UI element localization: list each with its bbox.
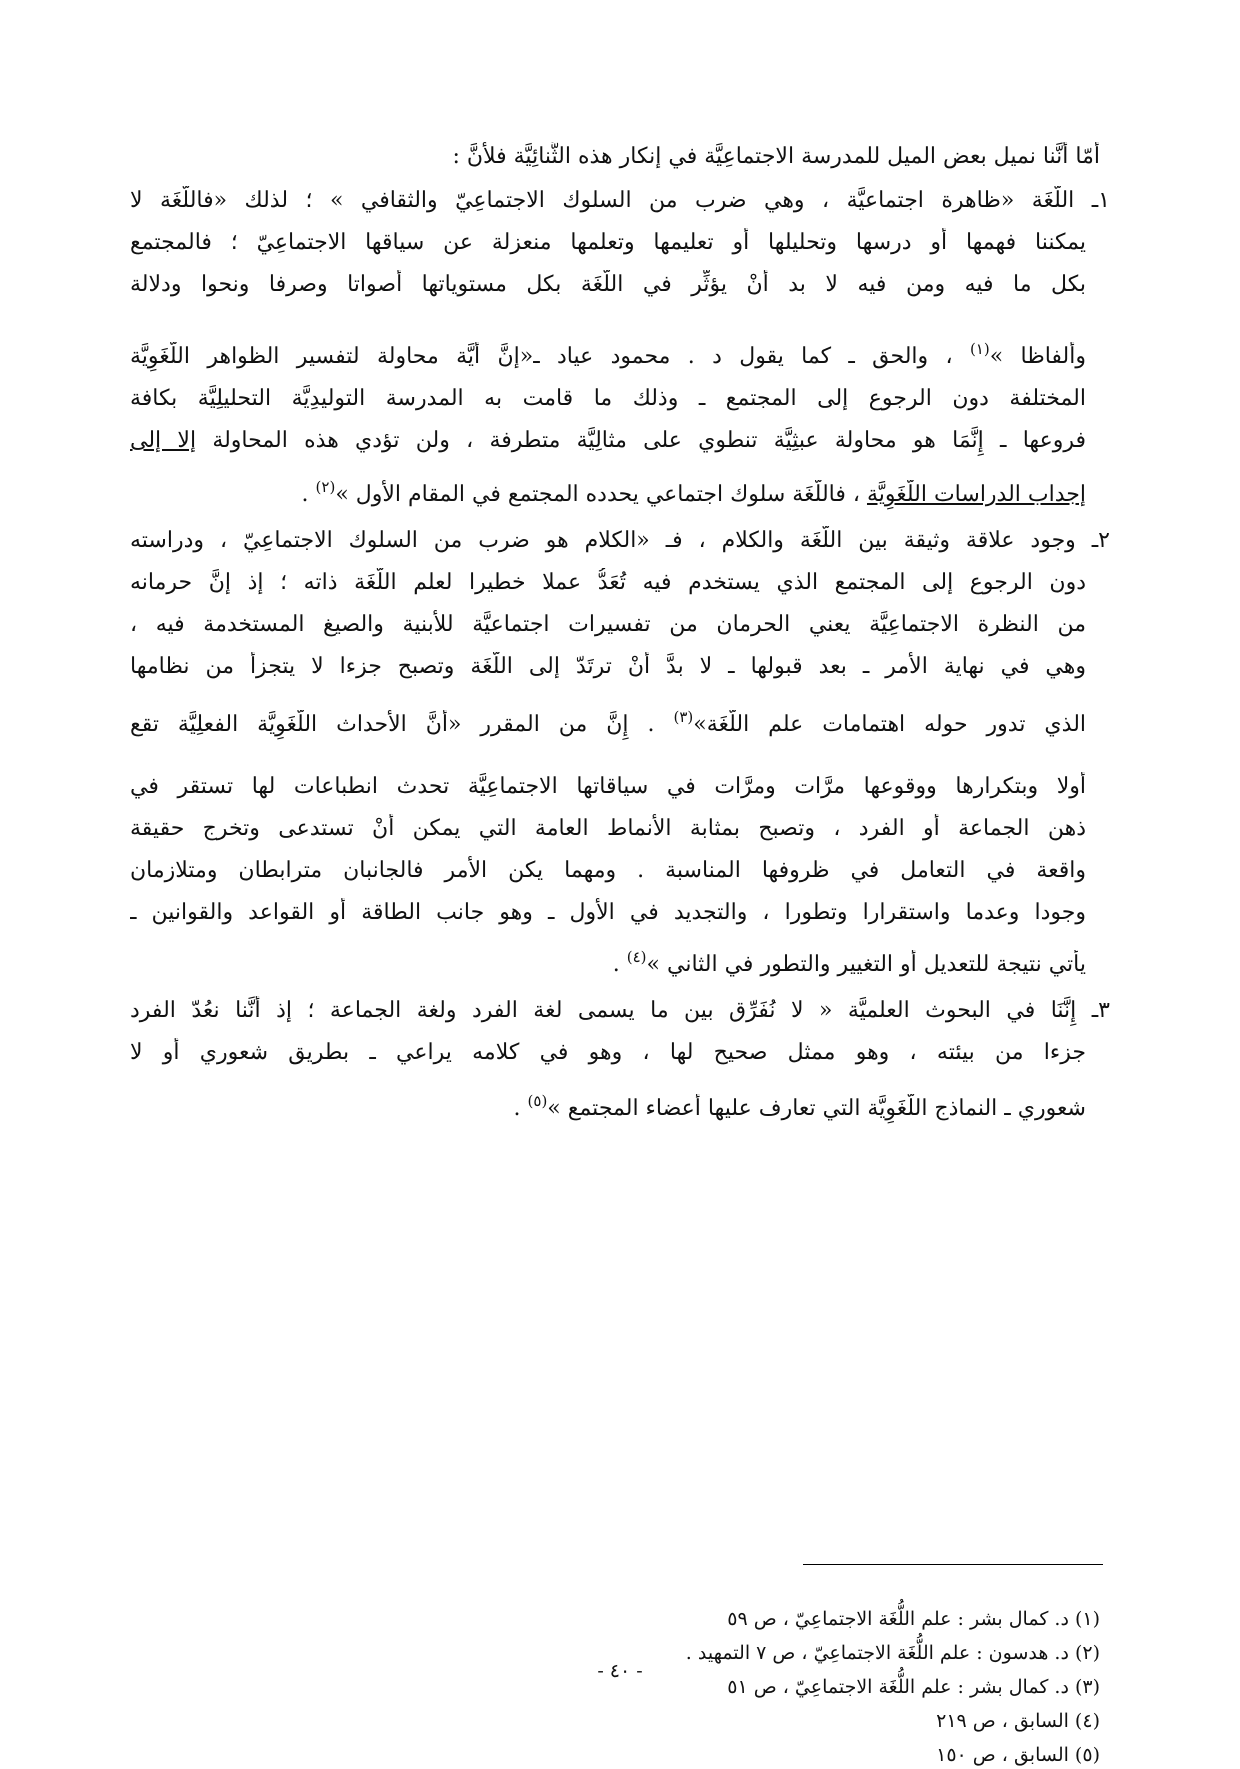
intro-line: أمّا أَنَّنا نميل بعض الميل للمدرسة الاجتماعِيَّة في إنكار هذه الثُّنائِيَّة فلأنَّ : xyxy=(452,144,1100,169)
quote-text: شعوري ـ النماذج اللُّغَوِيَّة التي تعارف عليها أعضاء المجتمع » xyxy=(547,1096,1086,1121)
footnote-marker-4[interactable]: (٤) xyxy=(626,950,647,966)
footnote-5: (٥) السابق ، ص ١٥٠ xyxy=(936,1744,1100,1766)
body-text: ، فاللُّغَة سلوك اجتماعي يحدده المجتمع في المقام الأول » xyxy=(335,482,860,507)
point-1-line xyxy=(130,426,1086,456)
point-3-line xyxy=(130,1094,1086,1124)
point-1-line: المختلفة دون الرجوع إلى المجتمع ـ وذلك ما قامت به المدرسة التوليدِيَّة التحليلِيَّة بكافة xyxy=(130,386,1086,411)
full-stop: . xyxy=(301,482,309,507)
footnote-separator xyxy=(803,1564,1103,1565)
footnote-2: (٢) د. هدسون : علم اللُّغَة الاجتماعِيّ ، ص ٧ التمهيد . xyxy=(685,1642,1100,1664)
quote-text: . إِنَّ من المقرر «أَنَّ الأحداث اللُّغَوِيَّة الفعلِيَّة تقع xyxy=(130,712,655,737)
point-2-line: من النظرة الاجتماعِيَّة يعني الحرمان من تفسيرات اجتماعيَّة للأبنية والصيغ المستخدمة فيه ، xyxy=(130,612,1086,637)
quote-text: وألفاظا » xyxy=(989,344,1086,369)
full-stop: . xyxy=(612,952,620,977)
point-2-line: ذهن الجماعة أو الفرد ، وتصبح بمثابة الأنماط العامة التي يمكن أَنْ تستدعى وتخرج حقيقة xyxy=(130,816,1086,841)
underlined-text: إلا إلى xyxy=(130,428,197,453)
footnote-marker-1[interactable]: (١) xyxy=(969,342,990,358)
quote-text: الذي تدور حوله اهتمامات علم اللُّغَة» xyxy=(693,712,1086,737)
underlined-text: إجداب الدراسات اللُّغَوِيَّة xyxy=(866,482,1086,507)
footnote-4: (٤) السابق ، ص ٢١٩ xyxy=(936,1710,1100,1732)
full-stop: . xyxy=(513,1096,521,1121)
footnote-marker-2[interactable]: (٢) xyxy=(315,480,336,496)
point-2-line: وجودا وعدما واستقرارا وتطورا ، والتجديد في الأول ـ وهو جانب الطاقة أو القواعد والقوانين ـ xyxy=(130,900,1086,925)
point-2-line: دون الرجوع إلى المجتمع الذي يستخدم فيه تُعَدُّ عملا خطيرا لعلم اللُّغَة ذاته ؛ إذ إنَّ حرمانه xyxy=(130,570,1086,595)
page-number: - ٤٠ - xyxy=(597,1660,643,1682)
point-2-line: واقعة في التعامل في ظروفها المناسبة . ومهما يكن الأمر فالجانبان مترابطان ومتلازمان xyxy=(130,858,1086,883)
footnote-marker-5[interactable]: (٥) xyxy=(527,1094,548,1110)
quote-text: يأتي نتيجة للتعديل أو التغيير والتطور في الثاني » xyxy=(646,952,1086,977)
quote-text: ، والحق ـ كما يقول د . محمود عياد ـ«إنَّ أَيَّة محاولة لتفسير الظواهر اللُّغَوِيَّة xyxy=(130,344,953,369)
point-1-line xyxy=(130,480,1086,510)
footnote-1: (١) د. كمال بشر : علم اللُّغَة الاجتماعِيّ ، ص ٥٩ xyxy=(727,1608,1100,1630)
point-1-line: بكل ما فيه ومن فيه لا بد أَنْ يؤثِّر في اللُّغَة بكل مستوياتها أصواتا وصرفا ونحوا ودلالة xyxy=(130,272,1086,297)
point-2-line: ٢ـ وجود علاقة وثيقة بين اللُّغَة والكلام ، فـ «الكلام هو ضرب من السلوك الاجتماعِيّ ، ودراسته xyxy=(130,528,1110,553)
point-3-line: ٣ـ إِنَّنَا في البحوث العلميَّة « لا نُفَرِّق بين ما يسمى لغة الفرد ولغة الجماعة ؛ إذ أَنَّنا نعُدّ الفرد xyxy=(130,998,1110,1023)
point-2-line xyxy=(130,950,1086,980)
footnote-marker-3[interactable]: (٣) xyxy=(673,710,694,726)
footnote-3: (٣) د. كمال بشر : علم اللُّغَة الاجتماعِيّ ، ص ٥١ xyxy=(727,1676,1100,1698)
point-1-line: ١ـ اللُّغَة «ظاهرة اجتماعيَّة ، وهي ضرب من السلوك الاجتماعِيّ والثقافي » ؛ لذلك «فاللُّغَة لا xyxy=(130,188,1110,213)
point-2-line: وهي في نهاية الأمر ـ بعد قبولها ـ لا بدَّ أَنْ ترتَدّ إلى اللُّغَة وتصبح جزءا لا يتجزأ من نظامها xyxy=(130,654,1086,679)
point-2-line xyxy=(130,710,1086,740)
point-2-line: أولا وبتكرارها ووقوعها مرَّات ومرَّات في سياقاتها الاجتماعِيَّة تحدث انطباعات لها تستقر في xyxy=(130,774,1086,799)
point-3-line: جزءا من بيئته ، وهو ممثل صحيح لها ، وهو في كلامه يراعي ـ بطريق شعوري أو لا xyxy=(130,1040,1086,1065)
point-1-line xyxy=(130,342,1086,372)
body-text: فروعها ـ إِنَّمَا هو محاولة عبثِيَّة تنطوي على مثالِيَّة متطرفة ، ولن تؤدي هذه المحاولة xyxy=(212,428,1086,453)
point-1-line: يمكننا فهمها أو درسها وتحليلها أو تعليمها وتعلمها منعزلة عن سياقها الاجتماعِيّ ؛ فالمجتمع xyxy=(130,230,1086,255)
